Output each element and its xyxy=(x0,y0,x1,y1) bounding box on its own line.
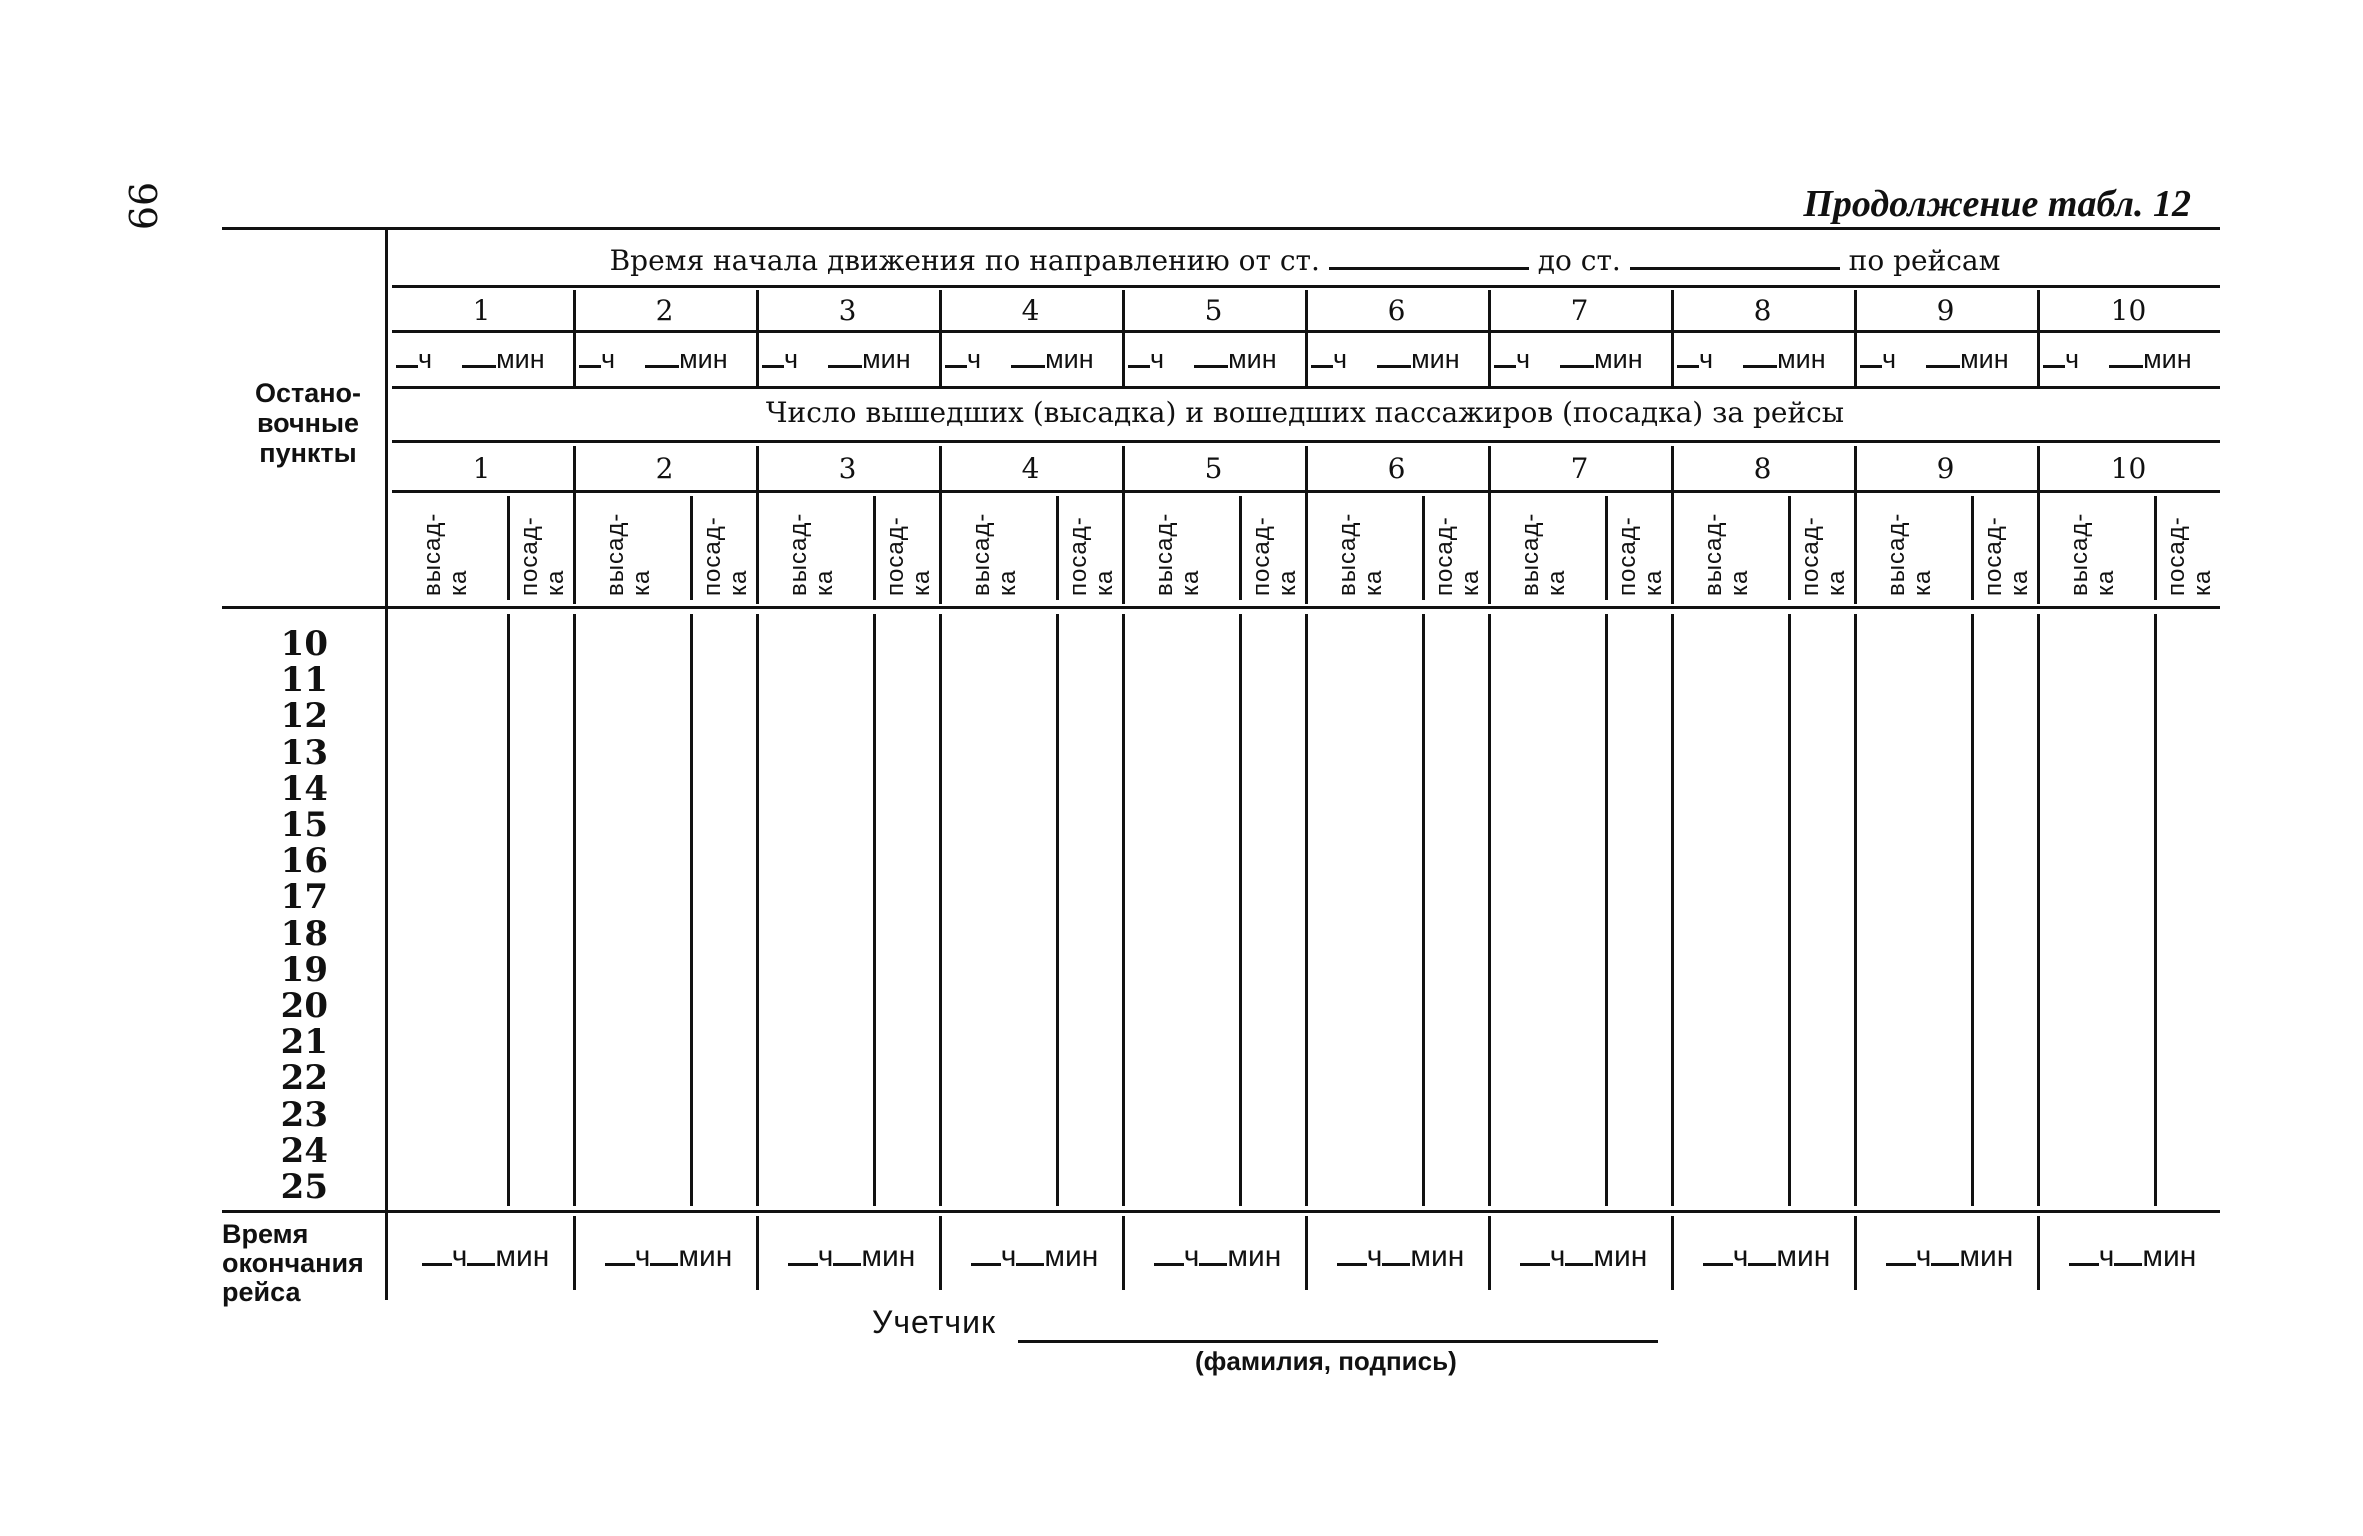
trip-number-1: 1 xyxy=(472,294,491,327)
minutes-blank[interactable] xyxy=(828,365,862,368)
end-hours-label: ч xyxy=(634,1240,651,1273)
boarding-label-4: посад-ка xyxy=(1065,516,1119,596)
minutes-label: мин xyxy=(1960,344,2009,374)
end-minutes-blank[interactable] xyxy=(2114,1263,2142,1266)
trip-separator-end-4 xyxy=(939,1216,942,1290)
counter-label: Учетчик xyxy=(872,1304,996,1340)
minutes-blank[interactable] xyxy=(462,365,496,368)
alighting-label-10: высад-ка xyxy=(2066,512,2119,596)
hours-label: ч xyxy=(1882,344,1897,374)
from-station-blank[interactable] xyxy=(1329,267,1529,270)
end-minutes-label: мин xyxy=(1959,1240,2014,1273)
trip-number-2-4: 4 xyxy=(1021,452,1040,485)
sub-separator-header-5 xyxy=(1239,496,1242,600)
end-time-header xyxy=(222,1220,382,1307)
to-station-blank[interactable] xyxy=(1630,267,1840,270)
hours-label: ч xyxy=(1150,344,1165,374)
minutes-label: мин xyxy=(2143,344,2192,374)
minutes-label: мин xyxy=(862,344,911,374)
trip-number-9: 9 xyxy=(1936,294,1955,327)
end-minutes-blank[interactable] xyxy=(1565,1263,1593,1266)
start-time-cell-7[interactable] xyxy=(1494,344,1667,375)
trip-number-2-6: 6 xyxy=(1387,452,1406,485)
minutes-label: мин xyxy=(1228,344,1277,374)
end-hours-blank[interactable] xyxy=(1337,1263,1367,1266)
boarding-label-5: посад-ка xyxy=(1248,516,1302,596)
trip-separator-body-10 xyxy=(2037,614,2040,1206)
counter-signature-line[interactable] xyxy=(1018,1340,1658,1343)
end-time-cell-4[interactable] xyxy=(949,1240,1120,1274)
top-rule xyxy=(222,227,2220,230)
alighting-label-5: высад-ка xyxy=(1151,512,1204,596)
minutes-blank[interactable] xyxy=(1560,365,1594,368)
boarding-label-6: посад-ка xyxy=(1431,516,1485,596)
trip-number-2-10: 10 xyxy=(2110,452,2147,485)
end-hours-label: ч xyxy=(451,1240,468,1273)
end-minutes-label: мин xyxy=(1410,1240,1465,1273)
minutes-blank[interactable] xyxy=(1377,365,1411,368)
end-time-cell-6[interactable] xyxy=(1315,1240,1486,1274)
trip-separator-end-5 xyxy=(1122,1216,1125,1290)
end-hours-blank[interactable] xyxy=(1154,1263,1184,1266)
end-hours-blank[interactable] xyxy=(1520,1263,1550,1266)
boarding-label-10: посад-ка xyxy=(2163,516,2217,596)
stop-number: 11 xyxy=(280,660,328,701)
stop-number: 15 xyxy=(280,805,328,845)
start-time-row xyxy=(390,244,2220,277)
end-time-cell-10[interactable] xyxy=(2047,1240,2218,1274)
sub-separator-header-6 xyxy=(1422,496,1425,600)
minutes-blank[interactable] xyxy=(1926,365,1960,368)
hours-blank[interactable] xyxy=(396,365,418,368)
end-hours-blank[interactable] xyxy=(422,1263,452,1266)
sub-separator-header-10 xyxy=(2154,496,2157,600)
alighting-label-9: высад-ка xyxy=(1883,512,1936,596)
sub-separator-body-2 xyxy=(690,614,693,1206)
end-minutes-label: мин xyxy=(861,1240,916,1273)
sub-separator-body-4 xyxy=(1056,614,1059,1206)
trip-separator-end-6 xyxy=(1305,1216,1308,1290)
minutes-label: мин xyxy=(496,344,545,374)
trip-separator-body-8 xyxy=(1671,614,1674,1206)
start-time-cell-2[interactable] xyxy=(579,344,752,375)
stop-number: 20 xyxy=(280,986,328,1026)
alighting-label-3: высад-ка xyxy=(785,512,838,596)
trip-separator-body-3 xyxy=(756,614,759,1206)
end-hours-label: ч xyxy=(1549,1240,1566,1273)
end-minutes-blank[interactable] xyxy=(650,1263,678,1266)
end-minutes-blank[interactable] xyxy=(1382,1263,1410,1266)
start-time-cell-9[interactable] xyxy=(1860,344,2033,375)
passengers-row-header: Число вышедших (высадка) и вошедших пассажиров (посадка) за рейсы xyxy=(765,396,1845,429)
hours-blank[interactable] xyxy=(2043,365,2065,368)
start-time-suffix: по рейсам xyxy=(1848,244,2001,277)
table-continuation-title: Продолжение табл. 12 xyxy=(1803,183,2191,225)
end-hours-label: ч xyxy=(1732,1240,1749,1273)
sub-separator-header-3 xyxy=(873,496,876,600)
trip-separator-end-2 xyxy=(573,1216,576,1290)
trip-number-4: 4 xyxy=(1021,294,1040,327)
end-time-cell-8[interactable] xyxy=(1681,1240,1852,1274)
boarding-label-9: посад-ка xyxy=(1980,516,2034,596)
end-hours-label: ч xyxy=(1915,1240,1932,1273)
start-time-cell-8[interactable] xyxy=(1677,344,1850,375)
stop-number: 14 xyxy=(280,768,328,809)
hours-label: ч xyxy=(1699,344,1714,374)
stop-number: 24 xyxy=(280,1130,328,1171)
end-minutes-label: мин xyxy=(1593,1240,1648,1273)
rule-body-bottom xyxy=(222,1210,2220,1213)
sub-separator-body-6 xyxy=(1422,614,1425,1206)
end-minutes-label: мин xyxy=(1227,1240,1282,1273)
trip-separator-body-2 xyxy=(573,614,576,1206)
page-number: 99 xyxy=(120,181,164,231)
end-hours-label: ч xyxy=(1366,1240,1383,1273)
trip-number-2-8: 8 xyxy=(1753,452,1772,485)
end-hours-label: ч xyxy=(2098,1240,2115,1273)
sub-separator-body-1 xyxy=(507,614,510,1206)
hours-label: ч xyxy=(2065,344,2080,374)
hours-label: ч xyxy=(1516,344,1531,374)
end-time-cell-5[interactable] xyxy=(1132,1240,1303,1274)
alighting-label-2: высад-ка xyxy=(602,512,655,596)
end-minutes-label: мин xyxy=(1776,1240,1831,1273)
start-time-cell-3[interactable] xyxy=(762,344,935,375)
stop-number: 12 xyxy=(280,696,328,737)
trip-separator-body-4 xyxy=(939,614,942,1206)
start-time-prefix: Время начала движения по направлению от ст. xyxy=(609,244,1320,277)
sub-separator-header-7 xyxy=(1605,496,1608,600)
trip-number-2-1: 1 xyxy=(472,452,491,485)
end-minutes-blank[interactable] xyxy=(1016,1263,1044,1266)
trip-number-2-7: 7 xyxy=(1570,452,1589,485)
trip-number-2: 2 xyxy=(655,294,674,327)
trip-number-2-2: 2 xyxy=(655,452,674,485)
hours-blank[interactable] xyxy=(579,365,601,368)
trip-separator-end-10 xyxy=(2037,1216,2040,1290)
trip-number-6: 6 xyxy=(1387,294,1406,327)
minutes-label: мин xyxy=(1045,344,1094,374)
hours-label: ч xyxy=(418,344,433,374)
end-time-cell-7[interactable] xyxy=(1498,1240,1669,1274)
trip-separator-body-9 xyxy=(1854,614,1857,1206)
alighting-label-6: высад-ка xyxy=(1334,512,1387,596)
hours-blank[interactable] xyxy=(1311,365,1333,368)
stop-number: 17 xyxy=(280,877,328,918)
trip-number-5: 5 xyxy=(1204,294,1223,327)
start-time-cell-1[interactable] xyxy=(396,344,569,375)
minutes-blank[interactable] xyxy=(645,365,679,368)
end-minutes-blank[interactable] xyxy=(1748,1263,1776,1266)
end-hours-label: ч xyxy=(1183,1240,1200,1273)
boarding-label-7: посад-ка xyxy=(1614,516,1668,596)
end-minutes-label: мин xyxy=(1044,1240,1099,1273)
trip-separator-end-3 xyxy=(756,1216,759,1290)
sub-separator-body-9 xyxy=(1971,614,1974,1206)
counter-caption: (фамилия, подпись) xyxy=(1195,1346,1457,1376)
sub-separator-header-4 xyxy=(1056,496,1059,600)
sub-separator-body-5 xyxy=(1239,614,1242,1206)
end-hours-blank[interactable] xyxy=(1703,1263,1733,1266)
end-hours-blank[interactable] xyxy=(1886,1263,1916,1266)
sub-separator-header-2 xyxy=(690,496,693,600)
rule-above-trip-numbers-2 xyxy=(392,440,2220,443)
trip-number-3: 3 xyxy=(838,294,857,327)
hours-blank[interactable] xyxy=(945,365,967,368)
stop-number: 10 xyxy=(280,624,328,664)
stops-column-header xyxy=(228,378,388,468)
trip-separator-body-6 xyxy=(1305,614,1308,1206)
trip-separator-end-7 xyxy=(1488,1216,1491,1290)
start-time-cell-5[interactable] xyxy=(1128,344,1301,375)
hours-blank[interactable] xyxy=(1677,365,1699,368)
end-minutes-blank[interactable] xyxy=(1199,1263,1227,1266)
boarding-label-2: посад-ка xyxy=(699,516,753,596)
end-hours-blank[interactable] xyxy=(788,1263,818,1266)
sub-separator-body-10 xyxy=(2154,614,2157,1206)
sub-separator-body-3 xyxy=(873,614,876,1206)
end-time-label: Время окончания рейса xyxy=(222,1219,364,1307)
end-hours-blank[interactable] xyxy=(605,1263,635,1266)
start-time-to-label: до ст. xyxy=(1537,244,1621,277)
boarding-label-3: посад-ка xyxy=(882,516,936,596)
minutes-label: мин xyxy=(1777,344,1826,374)
end-minutes-blank[interactable] xyxy=(467,1263,495,1266)
trip-number-10: 10 xyxy=(2110,294,2147,327)
minutes-label: мин xyxy=(679,344,728,374)
stop-number: 21 xyxy=(280,1022,328,1063)
hours-blank[interactable] xyxy=(1860,365,1882,368)
end-minutes-label: мин xyxy=(495,1240,550,1273)
alighting-label-8: высад-ка xyxy=(1700,512,1753,596)
trip-number-7: 7 xyxy=(1570,294,1589,327)
hours-blank[interactable] xyxy=(1494,365,1516,368)
hours-label: ч xyxy=(784,344,799,374)
start-time-cell-10[interactable] xyxy=(2043,344,2216,375)
hours-label: ч xyxy=(1333,344,1348,374)
sub-separator-header-8 xyxy=(1788,496,1791,600)
sub-separator-body-7 xyxy=(1605,614,1608,1206)
stop-number: 16 xyxy=(280,841,328,882)
minutes-blank[interactable] xyxy=(1011,365,1045,368)
minutes-blank[interactable] xyxy=(1194,365,1228,368)
trip-separator-body-7 xyxy=(1488,614,1491,1206)
hours-blank[interactable] xyxy=(1128,365,1150,368)
stop-number: 19 xyxy=(280,949,328,990)
rule-below-start-row xyxy=(392,285,2220,288)
end-time-cell-2[interactable] xyxy=(583,1240,754,1274)
rule-below-time-row xyxy=(392,386,2220,389)
alighting-label-4: высад-ка xyxy=(968,512,1021,596)
alighting-label-7: высад-ка xyxy=(1517,512,1570,596)
end-minutes-blank[interactable] xyxy=(1931,1263,1959,1266)
trip-separator-end-8 xyxy=(1671,1216,1674,1290)
end-time-cell-1[interactable] xyxy=(400,1240,571,1274)
boarding-label-1: посад-ка xyxy=(516,516,570,596)
sub-separator-body-8 xyxy=(1788,614,1791,1206)
trip-number-2-5: 5 xyxy=(1204,452,1223,485)
trip-separator-body-5 xyxy=(1122,614,1125,1206)
sub-separator-header-1 xyxy=(507,496,510,600)
end-hours-blank[interactable] xyxy=(2069,1263,2099,1266)
stop-number: 22 xyxy=(280,1058,328,1099)
trip-number-8: 8 xyxy=(1753,294,1772,327)
boarding-label-8: посад-ка xyxy=(1797,516,1851,596)
minutes-label: мин xyxy=(1594,344,1643,374)
stop-number: 25 xyxy=(280,1167,328,1207)
trip-separator-end-9 xyxy=(1854,1216,1857,1290)
end-hours-blank[interactable] xyxy=(971,1263,1001,1266)
start-time-cell-6[interactable] xyxy=(1311,344,1484,375)
stop-number: 23 xyxy=(280,1094,328,1135)
end-minutes-label: мин xyxy=(678,1240,733,1273)
trip-number-2-3: 3 xyxy=(838,452,857,485)
stop-number: 18 xyxy=(280,913,328,954)
hours-label: ч xyxy=(601,344,616,374)
end-hours-label: ч xyxy=(817,1240,834,1273)
start-time-cell-4[interactable] xyxy=(945,344,1118,375)
end-minutes-label: мин xyxy=(2142,1240,2197,1273)
minutes-blank[interactable] xyxy=(1743,365,1777,368)
alighting-label-1: высад-ка xyxy=(419,512,472,596)
hours-label: ч xyxy=(967,344,982,374)
minutes-label: мин xyxy=(1411,344,1460,374)
end-minutes-blank[interactable] xyxy=(833,1263,861,1266)
stops-header-text: Остано-вочные пункты xyxy=(254,378,362,468)
hours-blank[interactable] xyxy=(762,365,784,368)
trip-number-2-9: 9 xyxy=(1936,452,1955,485)
rule-header-bottom xyxy=(222,606,2220,609)
stop-number: 13 xyxy=(280,732,328,773)
end-time-cell-9[interactable] xyxy=(1864,1240,2035,1274)
sub-separator-header-9 xyxy=(1971,496,1974,600)
minutes-blank[interactable] xyxy=(2109,365,2143,368)
end-hours-label: ч xyxy=(1000,1240,1017,1273)
end-time-cell-3[interactable] xyxy=(766,1240,937,1274)
